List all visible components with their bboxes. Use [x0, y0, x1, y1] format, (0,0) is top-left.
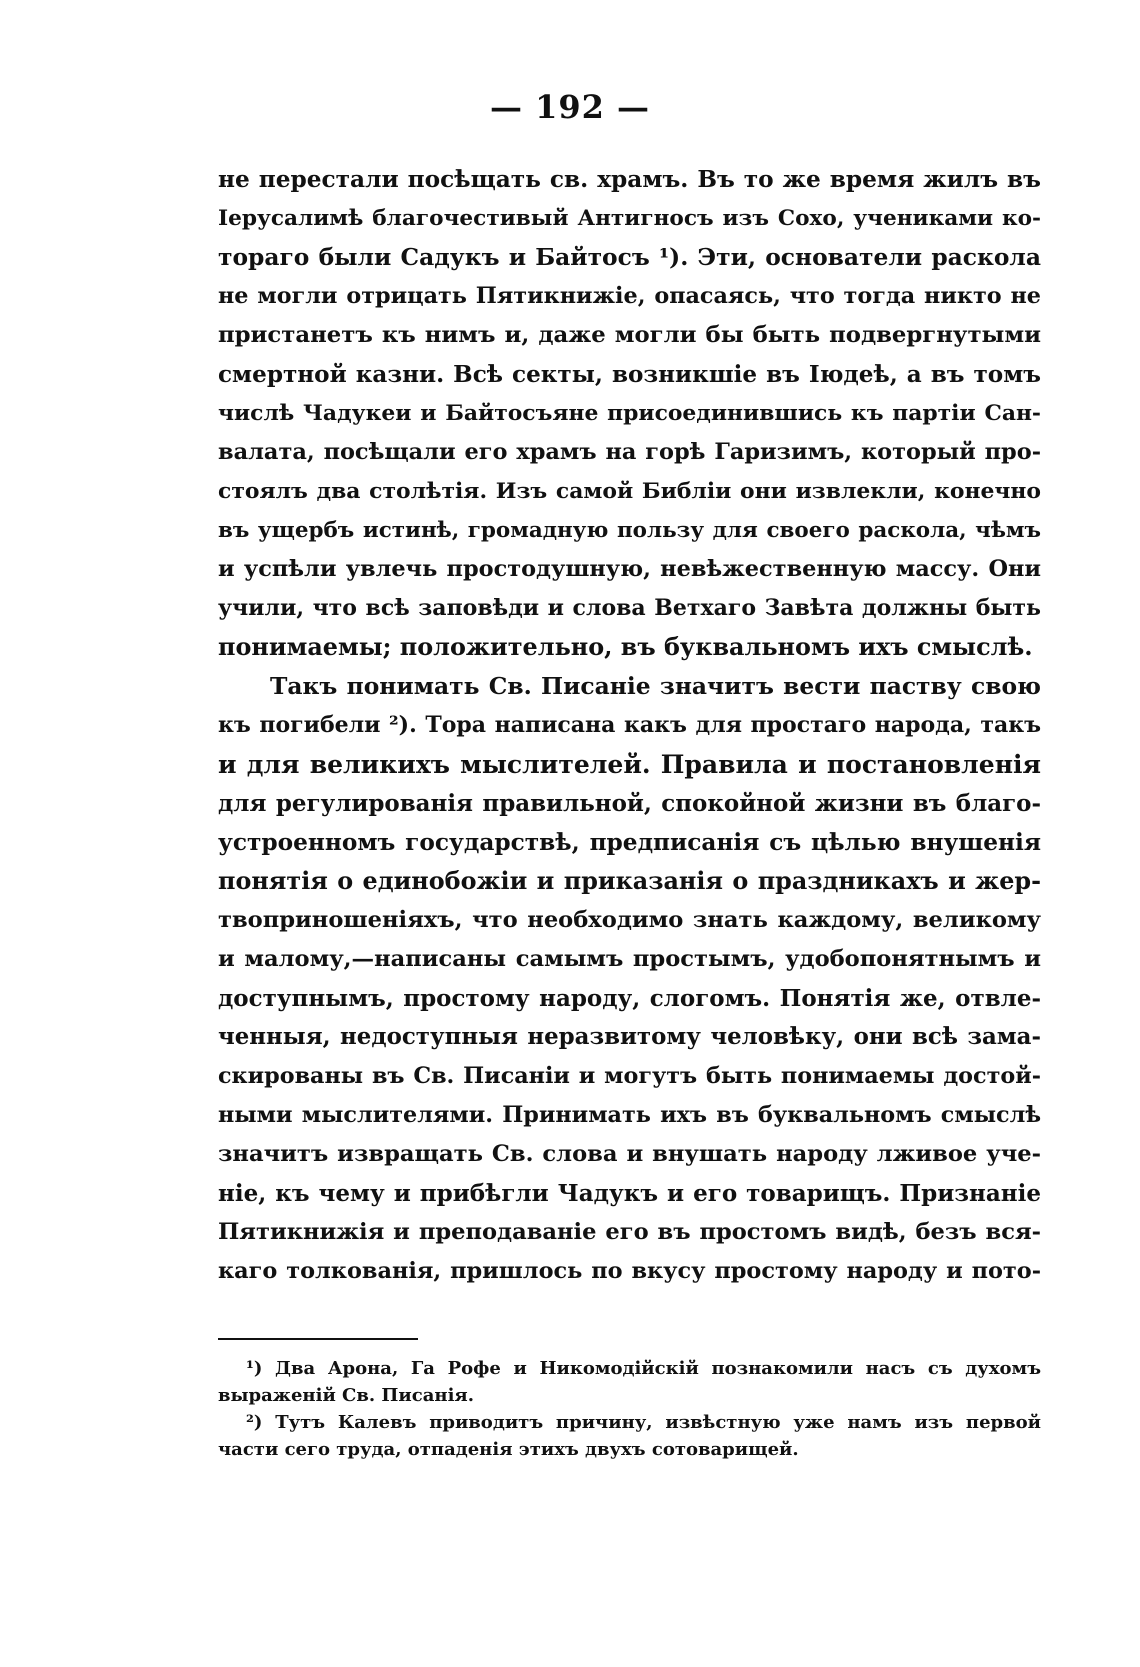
text-line: пристанетъ къ нимъ и, даже могли бы быть подвергнутыми — [218, 322, 1041, 348]
text-line: смертной казни. Всѣ секты, возникшіе въ Іюдеѣ, а въ томъ — [218, 361, 1041, 388]
text-line: Такъ понимать Св. Писаніе значитъ вести паству свою — [270, 672, 1041, 700]
footnote-divider — [218, 1338, 418, 1340]
text-line: понятія о единобожіи и приказанія о праздникахъ и жер- — [218, 867, 1041, 895]
text-line: Іерусалимѣ благочестивый Антигносъ изъ Сохо, учениками ко- — [218, 206, 1041, 231]
text-line: устроенномъ государствѣ, предписанія съ цѣлью внушенія — [218, 829, 1041, 856]
text-line: къ погибели ²). Тора написана какъ для простаго народа, такъ — [218, 712, 1041, 738]
text-line: для регулированія правильной, спокойной жизни въ благо- — [218, 790, 1041, 817]
text-line: числѣ Чадукеи и Байтосъяне присоединившись къ партіи Сан- — [218, 401, 1041, 426]
text-line: скированы въ Св. Писаніи и могутъ быть понимаемы достой- — [218, 1063, 1041, 1089]
footnote-line: выраженій Св. Писанія. — [218, 1385, 474, 1406]
text-line: твоприношеніяхъ, что необходимо знать каждому, великому — [218, 907, 1041, 933]
footnote-line: ¹) Два Арона, Га Рофе и Никомодійскій познакомили насъ съ духомъ — [246, 1358, 1041, 1379]
text-line: и успѣли увлечь простодушную, невѣжественную массу. Они — [218, 556, 1041, 582]
text-line: тораго были Садукъ и Байтосъ ¹). Эти, основатели раскола — [218, 243, 1041, 271]
text-line: и малому,—написаны самымъ простымъ, удобопонятнымъ и — [218, 946, 1041, 972]
body-text — [218, 160, 1041, 1291]
text-line: каго толкованія, пришлось по вкусу простому народу и пото- — [218, 1258, 1041, 1284]
text-line: ными мыслителями. Принимать ихъ въ буквальномъ смыслѣ — [218, 1102, 1041, 1128]
text-line: и для великихъ мыслителей. Правила и постановленія — [218, 749, 1041, 779]
text-line: Пятикнижія и преподаваніе его въ простомъ видѣ, безъ вся- — [218, 1219, 1041, 1245]
text-line: въ ущербъ истинѣ, громадную пользу для своего раскола, чѣмъ — [218, 518, 1041, 543]
text-line: стоялъ два столѣтія. Изъ самой Библіи они извлекли, конечно — [218, 478, 1041, 504]
footnote-line: ²) Тутъ Калевъ приводитъ причину, извѣстную уже намъ изъ первой — [246, 1412, 1041, 1433]
text-line: не перестали посѣщать св. храмъ. Въ то же время жилъ въ — [218, 166, 1041, 193]
footnote-line: части сего труда, отпаденія этихъ двухъ сотоварищей. — [218, 1439, 799, 1460]
text-line: учили, что всѣ заповѣди и слова Ветхаго Завѣта должны быть — [218, 595, 1041, 621]
text-line: не могли отрицать Пятикнижіе, опасаясь, что тогда никто не — [218, 283, 1041, 309]
page-number: — 192 — — [489, 88, 651, 126]
text-line: ченныя, недоступныя неразвитому человѣку, они всѣ зама- — [218, 1024, 1041, 1050]
text-line: значитъ извращать Св. слова и внушать народу лживое уче- — [218, 1141, 1041, 1167]
text-line: доступнымъ, простому народу, слогомъ. Понятія же, отвле- — [218, 985, 1041, 1012]
footnotes — [218, 1355, 1041, 1463]
text-line: валата, посѣщали его храмъ на горѣ Гаризимъ, который про- — [218, 439, 1041, 465]
text-line: ніе, къ чему и прибѣгли Чадукъ и его товарищъ. Признаніе — [218, 1180, 1041, 1207]
text-line: понимаемы; положительно, въ буквальномъ ихъ смыслѣ. — [218, 633, 1033, 661]
